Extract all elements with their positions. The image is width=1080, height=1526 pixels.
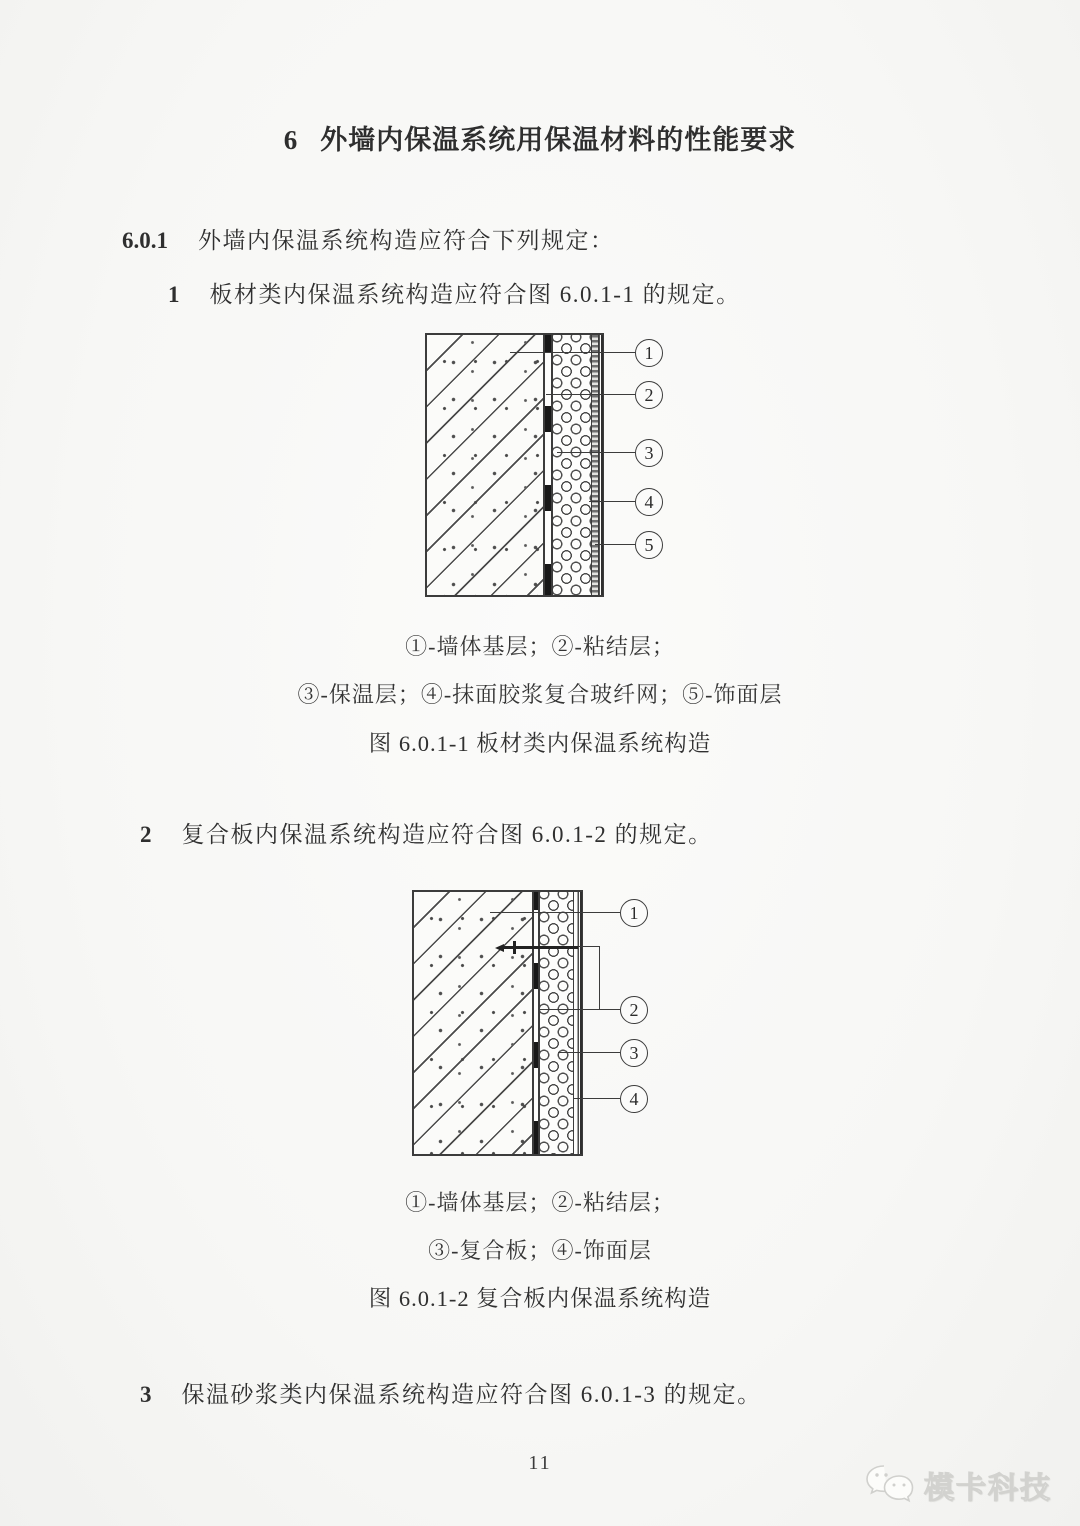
leader-line-5: [595, 544, 635, 545]
callout-1: [620, 899, 648, 927]
callout-2: [620, 996, 648, 1024]
bracket-vertical-line: [599, 946, 600, 1010]
figure-1-legend-line-1: ①-墙体基层；②-粘结层；: [405, 634, 675, 659]
clause-6-0-1: [122, 222, 615, 255]
clause-number: 6.0.1: [122, 228, 168, 253]
watermark-text: 模卡科技: [924, 1472, 1052, 1505]
callout-5: [635, 531, 663, 559]
wall-base-layer: [414, 892, 532, 1154]
bracket-top-line: [578, 946, 600, 947]
callout-2: [635, 381, 663, 409]
watermark: [864, 1463, 1052, 1507]
finish-layer: [599, 335, 603, 595]
callout-3-label: 3: [644, 442, 654, 463]
leader-line-3: [557, 452, 635, 453]
leader-line-1: [510, 352, 635, 353]
list-item-3: [140, 1376, 762, 1409]
item-2-number: 2: [140, 822, 152, 847]
composite-board-layer: [540, 892, 573, 1154]
item-2-text: 复合板内保温系统构造应符合图 6.0.1-2 的规定。: [181, 822, 713, 847]
callout-1: [635, 339, 663, 367]
plaster-mesh-layer: [591, 335, 599, 595]
callout-2-label: 2: [629, 999, 639, 1020]
page-title: [0, 118, 1080, 157]
figure-1-caption: 图 6.0.1-1 板材类内保温系统构造: [368, 731, 712, 756]
leader-line-3: [558, 1052, 620, 1053]
item-3-text: 保温砂浆类内保温系统构造应符合图 6.0.1-3 的规定。: [181, 1382, 762, 1407]
leader-line-2: [546, 394, 635, 395]
section-title-text: 外墙内保温系统用保温材料的性能要求: [320, 125, 797, 155]
bond-layer: [532, 892, 540, 1154]
callout-3: [635, 439, 663, 467]
list-item-1: [168, 276, 741, 309]
list-item-2: [140, 816, 713, 849]
callout-3-label: 3: [629, 1042, 639, 1063]
page-number: 11: [528, 1452, 552, 1474]
wechat-logo-icon: [864, 1463, 916, 1507]
section-number: 6: [283, 125, 299, 155]
callout-4-label: 4: [644, 491, 654, 512]
figure-1-wall-assembly: [425, 333, 604, 597]
insulation-layer: [553, 335, 591, 595]
anchor-tip: [495, 944, 504, 952]
clause-text: 外墙内保温系统构造应符合下列规定：: [198, 228, 615, 253]
callout-1-label: 1: [644, 342, 654, 363]
item-1-number: 1: [168, 282, 180, 307]
item-1-text: 板材类内保温系统构造应符合图 6.0.1-1 的规定。: [209, 282, 741, 307]
wall-base-layer: [427, 335, 543, 595]
figure-2-diagram: [412, 890, 662, 1158]
bond-layer: [543, 335, 553, 595]
leader-line-4: [589, 501, 635, 502]
callout-4: [635, 488, 663, 516]
figure-2-legend-line-2: ③-复合板；④-饰面层: [428, 1238, 652, 1263]
leader-line-2: [540, 1009, 620, 1010]
item-3-number: 3: [140, 1382, 152, 1407]
callout-2-label: 2: [644, 384, 654, 405]
figure-1-legend-line-2: ③-保温层；④-抹面胶浆复合玻纤网；⑤-饰面层: [297, 682, 783, 707]
anchor-washer: [513, 941, 516, 954]
callout-1-label: 1: [629, 902, 639, 923]
figure-2-caption: 图 6.0.1-2 复合板内保温系统构造: [368, 1286, 712, 1311]
callout-4-label: 4: [629, 1088, 639, 1109]
figure-2-wall-assembly: [412, 890, 583, 1156]
leader-line-1: [490, 912, 620, 913]
callout-5-label: 5: [644, 534, 654, 555]
finish-layer: [573, 892, 582, 1154]
leader-line-4: [574, 1098, 620, 1099]
figure-2-legend-line-1: ①-墙体基层；②-粘结层；: [405, 1190, 675, 1215]
callout-3: [620, 1039, 648, 1067]
callout-4: [620, 1085, 648, 1113]
figure-1-diagram: [425, 333, 667, 597]
